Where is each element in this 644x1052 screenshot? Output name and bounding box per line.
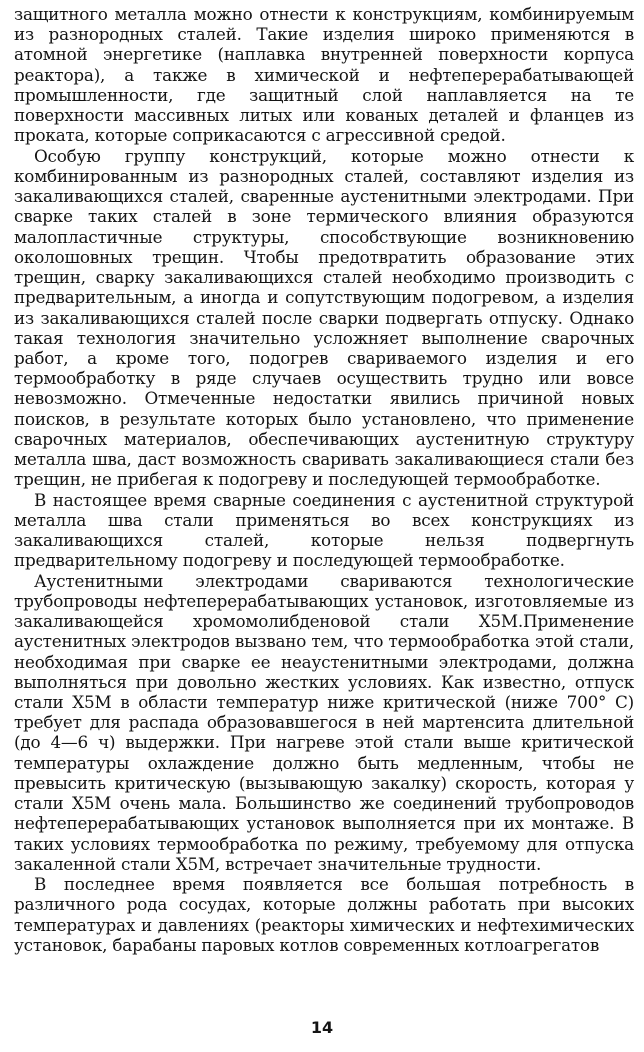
- paragraph-1: защитного металла можно отнести к конструкциям, комбинируемым из разнородных сталей. Такие изделия широко применяются в атомной энергетике (наплавка внутренней поверхности корпуса реактора), а также в химической и нефтеперерабатывающей промышленности, где защитный слой наплавляется на те поверхности массивных литых или кованых деталей и фланцев из проката, которые соприкасаются с агрессивной средой.: [14, 4, 634, 146]
- paragraph-5: В последнее время появляется все большая потребность в различного рода сосудах, которые должны работать при высоких температурах и давлениях (реакторы химических и нефтехимических установок, барабаны паровых котлов современных котлоагрегатов: [14, 874, 634, 955]
- paragraph-3: В настоящее время сварные соединения с аустенитной структурой металла шва стали применяться во всех конструкциях из закаливающихся сталей, которые нельзя подвергнуть предварительному подогреву и последующей термообработке.: [14, 489, 634, 571]
- paragraph-4: Аустенитными электродами свариваются технологические трубопроводы нефтеперерабатывающих установок, изготовляемые из закаливающейся хромомолибденовой стали Х5М.Применение аустенитных электродов вызвано тем, что термообработка этой стали, необходимая при сварке ее неаустенитными электродами, должна выполняться при довольно жестких условиях. Как известно, отпуск стали Х5М в области температур ниже критической (ниже 700° С) требует для распада образовавшегося в ней мартенсита длительной (до 4—6 ч) выдержки. При нагреве этой стали выше критической температуры охлаждение должно быть медленным, чтобы не превысить критическую (вызывающую закалку) скорость, которая у стали Х5М очень мала. Большинство же соединений трубопроводов нефтеперерабатывающих установок выполняется при их монтаже. В таких условиях термообработка по режиму, требуемому для отпуска закаленной стали Х5М, встречает значительные трудности.: [14, 570, 634, 874]
- body-text: [14, 4, 634, 955]
- page-number: 14: [310, 1018, 334, 1037]
- paragraph-2: Особую группу конструкций, которые можно отнести к комбинированным из разнородных сталей, составляют изделия из закаливающихся сталей, сваренные аустенитными электродами. При сварке таких сталей в зоне термического влияния образуются малопластичные структуры, способствующие возникновению околошовных трещин. Чтобы предотвратить образование этих трещин, сварку закаливающихся сталей необходимо производить с предварительным, а иногда и сопутствующим подогревом, а изделия из закаливающихся сталей после сварки подвергать отпуску. Однако такая технология значительно усложняет выполнение сварочных работ, а кроме того, подогрев свариваемого изделия и его термообработку в ряде случаев осуществить трудно или вовсе невозможно. Отмеченные недостатки явились причиной новых поисков, в результате которых было установлено, что применение сварочных материалов, обеспечивающих аустенитную структуру металла шва, даст возможность сваривать закаливающиеся стали без трещин, не прибегая к подогреву и последующей термообработке.: [14, 145, 634, 490]
